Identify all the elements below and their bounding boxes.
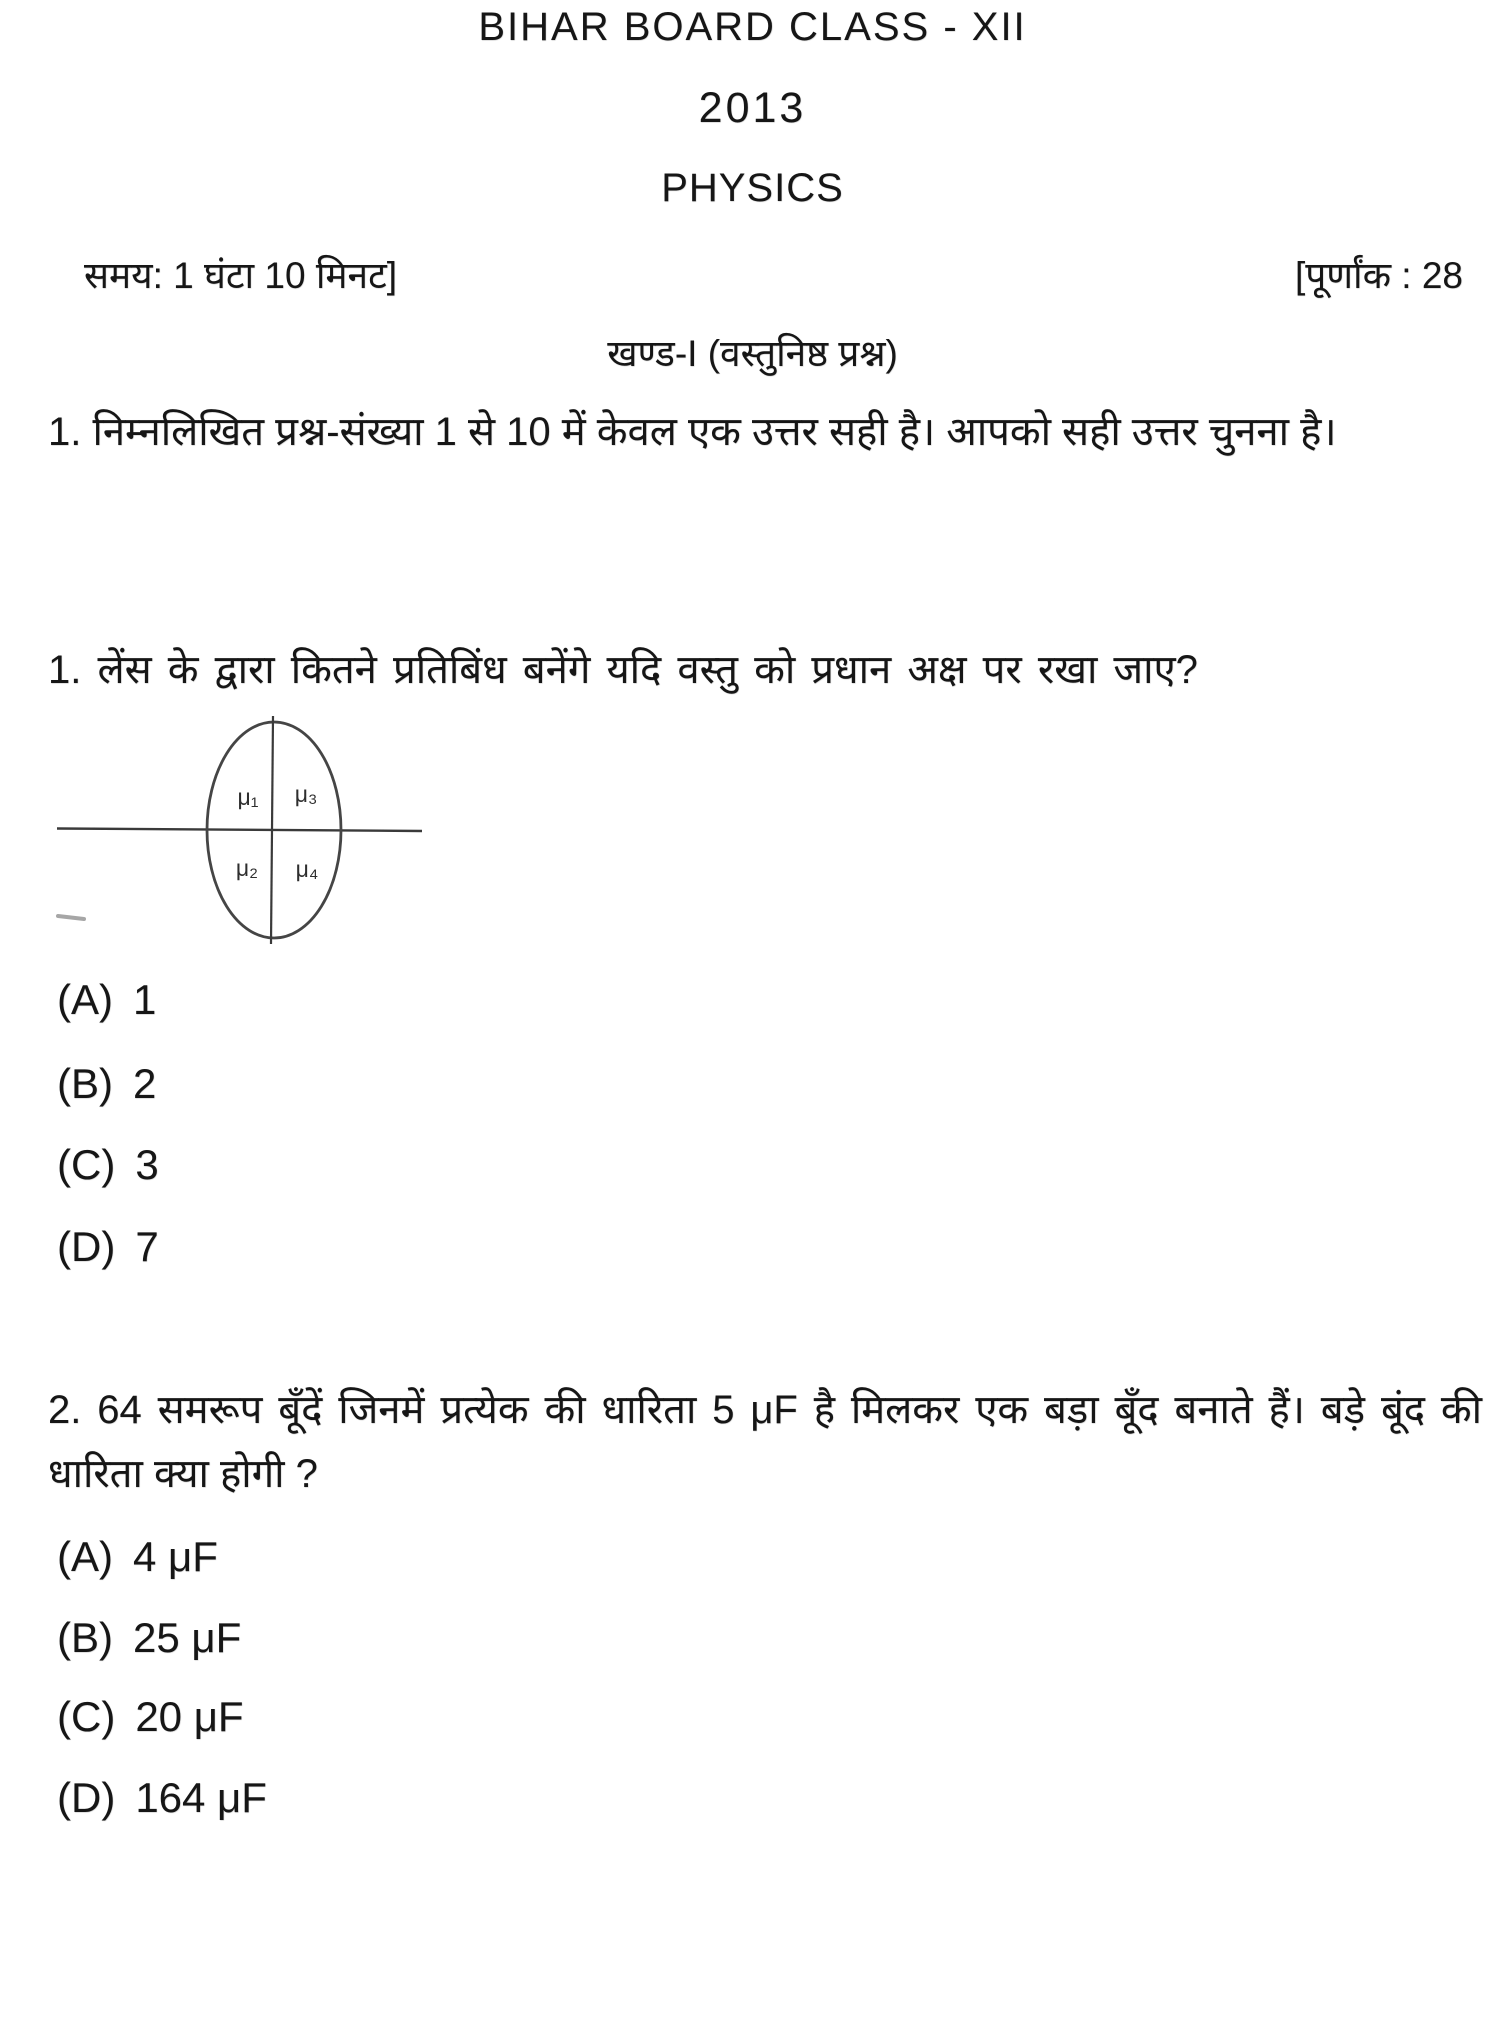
option-key: (C) — [57, 1141, 116, 1188]
q2-option-c — [57, 1693, 244, 1741]
option-value: 20 μF — [135, 1693, 244, 1740]
option-key: (B) — [57, 1060, 113, 1107]
subject-title: PHYSICS — [661, 166, 844, 210]
stray-scan-mark — [58, 916, 84, 919]
q2-option-d — [57, 1774, 267, 1822]
q2-option-a — [57, 1533, 218, 1581]
question-2-text: 2. 64 समरूप बूँदें जिनमें प्रत्येक की धारिता 5 μF है मिलकर एक बड़ा बूँद बनाते हैं। बड़े बूंद की धारिता क्या होगी ? — [48, 1388, 1482, 1496]
q1-option-b — [57, 1060, 156, 1108]
option-key: (D) — [57, 1774, 116, 1821]
section-heading: खण्ड-I (वस्तुनिष्ठ प्रश्न) — [607, 333, 898, 374]
exam-year: 2013 — [698, 84, 807, 132]
q1-option-c — [57, 1141, 159, 1189]
option-value: 2 — [133, 1060, 157, 1107]
principal-axis-line — [57, 829, 422, 832]
page-title: BIHAR BOARD CLASS - XII — [478, 5, 1027, 49]
q2-option-b — [57, 1614, 241, 1662]
option-key: (B) — [57, 1614, 113, 1661]
option-key: (D) — [57, 1223, 116, 1270]
refractive-index-label-mu3: μ₃ — [294, 781, 318, 807]
question-1-text: 1. लेंस के द्वारा कितने प्रतिबिंध बनेंगे यदि वस्तु को प्रधान अक्ष पर रखा जाए? — [48, 648, 1198, 692]
q1-option-a — [57, 976, 156, 1024]
full-marks-label: [पूर्णांक : 28 — [1294, 255, 1463, 296]
option-key: (A) — [57, 976, 113, 1023]
vertical-diameter-line — [271, 716, 273, 944]
option-key: (A) — [57, 1533, 113, 1580]
option-key: (C) — [57, 1693, 116, 1740]
option-value: 164 μF — [135, 1774, 267, 1821]
q1-option-d — [57, 1223, 159, 1271]
refractive-index-label-mu2: μ₂ — [235, 855, 259, 881]
exam-meta-row — [84, 248, 1463, 299]
option-value: 1 — [133, 976, 157, 1023]
option-value: 3 — [135, 1141, 159, 1188]
general-instruction: 1. निम्नलिखित प्रश्न-संख्या 1 से 10 में केवल एक उत्तर सही है। आपको सही उत्तर चुनना है। — [48, 410, 1337, 454]
option-value: 25 μF — [133, 1614, 242, 1661]
option-value: 7 — [135, 1223, 159, 1270]
refractive-index-label-mu4: μ₄ — [295, 856, 319, 882]
option-value: 4 μF — [133, 1533, 218, 1580]
lens-diagram — [40, 700, 440, 960]
refractive-index-label-mu1: μ₁ — [237, 784, 259, 810]
time-allowed-label: समय: 1 घंटा 10 मिनट] — [84, 255, 397, 296]
